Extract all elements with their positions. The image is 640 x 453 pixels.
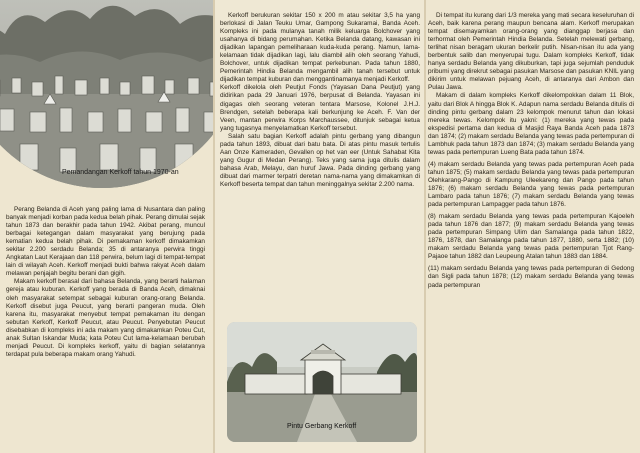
column-left: [0, 0, 213, 453]
paragraph: Salah satu bagian Kerkoff adalah pintu gerbang yang dibangun pada tahun 1893, dibuat dari batu bata. Di atas pintu masuk tertulis Aan Onze Kameraden, Gevallen op het van eer (Untuk Sahabat Kita yang Gugur di Medan Perang). Teks yang sama juga ditulis dalam bahasa Arab, Melayu, dan huruf Jawa. Pada dinding gerbang yang dibuat dari marmer terpatri deretan nama-nama yang dimakamkan di Kerkoff beserta tempat dan tahun meninggalnya sekitar 2.200 nama.: [220, 132, 420, 188]
paragraph: Kerkoff berukuran sekitar 150 x 200 m atau sekitar 3,5 ha yang berlokasi di Jalan Teuku Umar, Gampong Sukaramai, Banda Aceh. Kompleks ini pada mulanya tanah milik keluarga Bolchover yang usahanya di bidang perumahan. Ketika Belanda datang, kawasan ini dijadikan lapangan pemeliharaan kuda-kuda perang. Namun, lama-kelamaan tidak dijadikan lagi, lalu diambil alih oleh seorang Yahudi, Bolchover, untuk dijadikan tempat perkebunan. Pada tahun 1880, Pemerintah Hindia Belanda mengambil alih tanah tersebut untuk dijadikan tempat kuburan dan menggantinamanya menjadi Kerkoff.: [220, 12, 420, 84]
paragraph: Makam di dalam kompleks Kerkoff dikelompokkan dalam 11 Blok, yaitu dari Blok A hingga Blok K. Adapun nama serdadu Belanda ditulis di dinding pintu gerbang dalam 23 kelompok menurut tahun dan lokasi mereka tewas. Kelompok itu yakni: (1) mereka yang tewas pada ekspedisi pertama dan kedua di Masjid Raya Banda Aceh pada 1873 dan 1874; (2) makam serdadu Belanda yang tewas pada pertempuran di Lambhuk pada tahun 1873 dan 1874; (3) makam serdadu Belanda yang tewas pada pertempuran Lueng Bata pada tahun 1874.: [428, 92, 634, 156]
article-text-left: [6, 206, 205, 359]
paragraph: Makam kerkoff berasal dari bahasa Belanda, yang berarti halaman gereja atau kuburan. Kerkoff yang berada di Banda Aceh, dimaknai oleh masyarakat setempat sebagai kuburan orang-orang Belanda. Kerkoff disebut juga Peucut, yang berarti pangeran muda. Oleh karena itu, masyarakat menyebut tempat pemakaman itu dengan sebutan Kerkoff, Kerkoff Peucut, atau Peucut. Penyebutan Peucut disebabkan di kompleks ini ada makam yang dimakamkan Poteu Cut, anak Sultan Iskandar Muda; kata Poteu Cut lama-kelamaan berubah menjadi Peucut. Di kompleks kerkoff, yaitu di bagian selatannya terdapat pula beberapa makam orang Yahudi.: [6, 278, 205, 358]
paragraph: (4) makam serdadu Belanda yang tewas pada pertempuran Aceh pada tahun 1875; (5) makam serdadu Belanda yang tewas pada pertempuran Olehkarang-Pango di Kampung Uleekareng dan Pango pada tahun 1876; (6) makam serdadu Belanda yang tewas pada pertempuran Lambaro pada tahun 1876; (7) makam serdadu Belanda yang tewas pada pertempuran Lampagger pada tahun 1876.: [428, 160, 634, 209]
historic-cemetery-photo: [0, 0, 213, 188]
article-text-middle: [220, 12, 420, 189]
paragraph: Perang Belanda di Aceh yang paling lama di Nusantara dan paling banyak menjadi korban pada kedua belah pihak. Perang dimulai sejak tahun 1873 dan berakhir pada tahun 1942. Akibat perang, muncul berbagai ketegangan dalam masyarakat yang berujung pada kematian kedua belah pihak. Di pemakaman kerkoff dimakamkan sekitar 2.200 serdadu Belanda; 35 di antaranya perwira tinggi Angkatan Laut Kerajaan dan 118 perwira, belum lagi di tempat-tempat lain di wilayah Aceh. Kerkoff menjadi bukti bahwa rakyat Aceh dalam melawan penjajah begitu berani dan gigih.: [6, 206, 205, 278]
photo-caption-gate: Pintu Gerbang Kerkoff: [287, 423, 357, 430]
paragraph: (8) makam serdadu Belanda yang tewas pada pertempuran Kajoeleh pada tahun 1876 dan 1877; (9) makam serdadu Belanda yang tewas pada pertempuran Simpang Ulim dan Samalanga pada tahun 1822, 1876, 1878, dan Samalanga pada tahun 1877, 1880, serta 1882; (10) makam serdadu Belanda yang tewas pada pertempuran Tjot Rang-Pajaoe tahun 1882 dan Leupeung Atalan tahun 1883 dan 1884.: [428, 213, 634, 261]
paragraph: Di tempat itu kurang dari 1/3 mereka yang mati secara keseluruhan di Aceh, baik karena perang maupun bencana alam. Kerkoff merupakan tempat disemayamkan orang-orang yang dianggap berjasa dan terhormat oleh Pemerintah Hindia Belanda. Setelah melewati gerbang, terlihat nisan beragam ukuran berkelir putih. Nisan-nisan itu ada yang berbentuk salib dan menyerupai tugu. Dalam kompleks Kerkoff, tidak hanya serdadu Belanda yang dikuburkan, tapi juga sejumlah penduduk pribumi yang direkrut sebagai pasukan Marsose dan pasukan KNIL yang dikirim untuk melawan pejuang Aceh, di antaranya dari Ambon dan Pulau Jawa.: [428, 12, 634, 92]
column-right: [424, 0, 640, 453]
column-middle: [213, 0, 426, 453]
cemetery-photo-image: [0, 0, 213, 188]
paragraph: Kerkoff dikelola oleh Peutjut Fonds (Yayasan Dana Peutjut) yang didirikan pada 29 Januari 1976, berpusat di Belanda. Yayasan ini digagas oleh seorang veteran tentara Marsose, Kolonel J.H.J. Brendgen, setelah beberapa kali berkunjung ke Aceh. F. Van der Veen, mantan perwira Korps Marchaussee, ditunjuk sebagai ketua yang tugasnya menyelamatkan Kerkoff tersebut.: [220, 84, 420, 132]
photo-caption-cemetery: Pemandangan Kerkoff tahun 1970-an: [62, 169, 179, 176]
article-text-right: [428, 12, 634, 290]
paragraph: (11) makam serdadu Belanda yang tewas pada pertempuran di Gedong dan Sigli pada tahun 1878; (12) makam serdadu Belanda yang tewas pada pertempuran: [428, 265, 634, 289]
